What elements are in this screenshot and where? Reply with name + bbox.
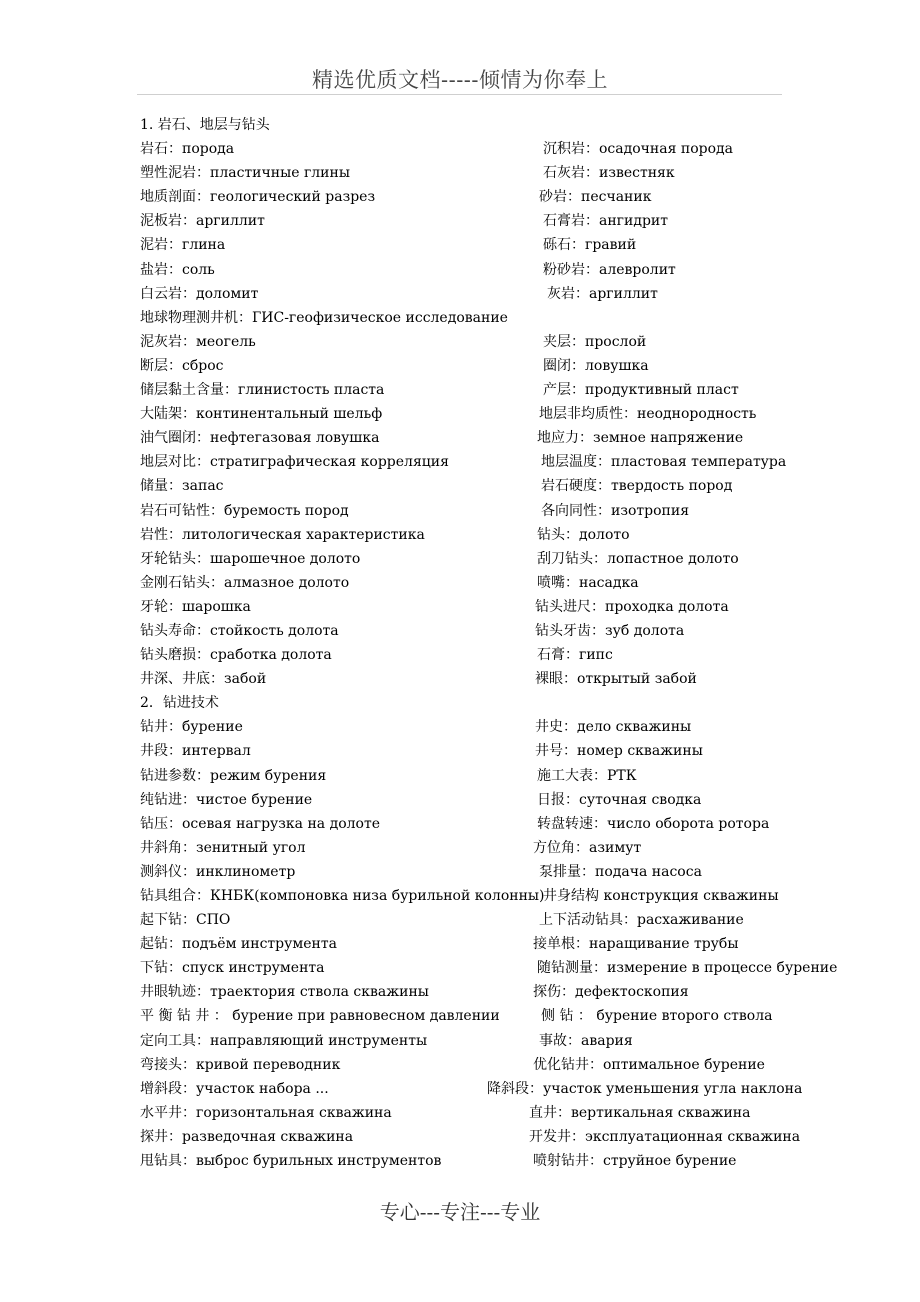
term-right: 钻头进尺：проходка долота bbox=[535, 598, 729, 615]
term-right: 降斜段：участок уменьшения угла наклона bbox=[487, 1080, 803, 1097]
term-left: 井段：интервал bbox=[140, 743, 251, 760]
term-row bbox=[140, 1125, 840, 1149]
page-header-title: 精选优质文档-----倾情为你奉上 bbox=[312, 68, 608, 92]
term-row bbox=[140, 450, 840, 474]
term-right: 转盘转速：число оборота ротора bbox=[537, 815, 770, 832]
term-right: 井号：номер скважины bbox=[535, 743, 703, 760]
term-row bbox=[140, 1077, 840, 1101]
term-row bbox=[140, 258, 840, 282]
term-left: 地质剖面：геологический разрез bbox=[140, 189, 376, 206]
term-right: 地层温度：пластовая температура bbox=[541, 454, 787, 471]
term-left: 增斜段：участок набора ... bbox=[140, 1080, 329, 1097]
term-left: 钻压：осевая нагрузка на долоте bbox=[140, 815, 380, 832]
term-left: 金刚石钻头：алмазное долото bbox=[140, 574, 350, 591]
term-left: 油气圈闭：нефтегазовая ловушка bbox=[140, 430, 380, 447]
term-right: 日报：суточная сводка bbox=[537, 791, 702, 808]
term-right: 岩石硬度：твердость пород bbox=[541, 478, 733, 495]
term-row bbox=[140, 1029, 840, 1053]
section-heading bbox=[140, 113, 840, 137]
term-left: 井深、井底：забой bbox=[140, 671, 267, 688]
term-row bbox=[140, 980, 840, 1004]
term-right: 裸眼：открытый забой bbox=[535, 671, 697, 688]
term-row bbox=[140, 715, 840, 739]
term-right: 开发井：эксплуатационная скважина bbox=[529, 1128, 801, 1145]
term-row bbox=[140, 378, 840, 402]
term-left: 盐岩：соль bbox=[140, 261, 215, 278]
glossary-body bbox=[140, 113, 840, 1173]
term-left: 钻头寿命：стойкость долота bbox=[140, 622, 339, 639]
term-right: 刮刀钻头：лопастное долото bbox=[537, 550, 739, 567]
term-left: 起下钻：СПО bbox=[140, 912, 231, 929]
term-right: 粉砂岩：алевролит bbox=[543, 261, 676, 278]
term-right: 地层非均质性：неоднородность bbox=[539, 406, 757, 423]
term-right: 圈闭：ловушка bbox=[543, 357, 649, 374]
term-row bbox=[140, 426, 840, 450]
term-row bbox=[140, 739, 840, 763]
term-row bbox=[140, 860, 840, 884]
page-footer-text: 专心---专注---专业 bbox=[379, 1200, 541, 1224]
term-left: 钻井：бурение bbox=[140, 719, 243, 736]
term-right: 砂岩：песчаник bbox=[539, 189, 652, 206]
term-right: 钻头牙齿：зуб долота bbox=[535, 622, 685, 639]
section-heading bbox=[140, 691, 840, 715]
term-right: 探伤：дефектоскопия bbox=[533, 984, 689, 1001]
term-right: 产层：продуктивный пласт bbox=[543, 382, 739, 399]
term-left: 地层对比：стратиграфическая корреляция bbox=[140, 454, 449, 471]
term-left: 岩石：порода bbox=[140, 141, 235, 158]
section-heading-text: 2．钻进技术 bbox=[140, 695, 219, 712]
term-right: 石膏岩：ангидрит bbox=[543, 213, 669, 230]
term-row bbox=[140, 595, 840, 619]
term-row bbox=[140, 1149, 840, 1173]
term-right: 石膏：гипс bbox=[537, 647, 613, 664]
term-row bbox=[140, 499, 840, 523]
term-row bbox=[140, 571, 840, 595]
term-row bbox=[140, 474, 840, 498]
term-left: 储量：запас bbox=[140, 478, 224, 495]
term-left: 储层黏土含量：глинистость пласта bbox=[140, 382, 385, 399]
term-row bbox=[140, 956, 840, 980]
term-row bbox=[140, 282, 840, 306]
term-left: 岩性：литологическая характеристика bbox=[140, 526, 425, 543]
term-right: 上下活动钻具：расхаживание bbox=[539, 912, 744, 929]
term-left: 起钻：подъём инструмента bbox=[140, 936, 337, 953]
term-row bbox=[140, 1101, 840, 1125]
term-row bbox=[140, 402, 840, 426]
term-left: 钻具组合：КНБК(компоновка низа бурильной колонны) bbox=[140, 888, 545, 904]
term-right: 各向同性：изотропия bbox=[541, 502, 690, 519]
term-right: 灰岩：аргиллит bbox=[547, 285, 658, 302]
term-row bbox=[140, 354, 840, 378]
term-right: 方位角：азимут bbox=[533, 839, 642, 856]
term-left: 测斜仪：инклинометр bbox=[140, 863, 296, 880]
term-right: 泵排量：подача насоса bbox=[539, 863, 702, 880]
term-left: 井斜角：зенитный угол bbox=[140, 839, 306, 856]
term-left: 岩石可钻性：буремость пород bbox=[140, 502, 349, 519]
term-left: 泥灰岩：меогель bbox=[140, 333, 256, 350]
term-right: 砾石：гравий bbox=[543, 237, 637, 254]
term-right: 钻头：долото bbox=[537, 526, 630, 543]
term-row bbox=[140, 233, 840, 257]
term-row bbox=[140, 788, 840, 812]
term-row bbox=[140, 547, 840, 571]
term-right: 沉积岩：осадочная порода bbox=[543, 141, 733, 158]
term-right: 优化钻井：оптимальное бурение bbox=[533, 1056, 765, 1073]
term-left: 下钻：спуск инструмента bbox=[140, 960, 325, 977]
term-right: 接单根：наращивание трубы bbox=[533, 936, 739, 953]
term-left: 牙轮：шарошка bbox=[140, 598, 251, 615]
header-divider bbox=[137, 94, 782, 95]
term-left: 定向工具：направляющий инструменты bbox=[140, 1032, 428, 1049]
term-right: 随钻测量：измерение в процессе бурение bbox=[537, 960, 838, 977]
term-row bbox=[140, 1053, 840, 1077]
term-left: 泥岩：глина bbox=[140, 237, 226, 254]
term-row bbox=[140, 209, 840, 233]
term-left: 水平井：горизонтальная скважина bbox=[140, 1104, 392, 1121]
term-row bbox=[140, 643, 840, 667]
term-left: 纯钻进：чистое бурение bbox=[140, 791, 313, 808]
term-right: 地应力：земное напряжение bbox=[537, 430, 744, 447]
section-heading-text: 1. 岩石、地层与钻头 bbox=[140, 117, 270, 133]
term-row bbox=[140, 330, 840, 354]
term-right: 井身结构 конструкция скважины bbox=[543, 888, 779, 904]
term-row bbox=[140, 764, 840, 788]
term-row bbox=[140, 523, 840, 547]
term-row bbox=[140, 932, 840, 956]
term-row bbox=[140, 161, 840, 185]
term-right: 石灰岩：известняк bbox=[543, 165, 675, 182]
term-row bbox=[140, 1004, 840, 1028]
term-row bbox=[140, 306, 840, 330]
term-row bbox=[140, 619, 840, 643]
term-row bbox=[140, 137, 840, 161]
term-left: 井眼轨迹：траектория ствола скважины bbox=[140, 984, 429, 1001]
term-right: 侧 钻 ： бурение второго ствола bbox=[541, 1008, 773, 1025]
term-left: 泥板岩：аргиллит bbox=[140, 213, 265, 230]
term-left: 白云岩：доломит bbox=[140, 285, 259, 302]
term-left: 钻进参数：режим бурения bbox=[140, 767, 327, 784]
term-row bbox=[140, 884, 840, 908]
term-left: 塑性泥岩：пластичные глины bbox=[140, 165, 350, 182]
term-left: 断层：сброс bbox=[140, 357, 224, 374]
term-right: 喷射钻井：струйное бурение bbox=[533, 1153, 737, 1170]
term-right: 事故：авария bbox=[539, 1032, 633, 1049]
term-left: 大陆架：континентальный шельф bbox=[140, 406, 383, 423]
term-left: 牙轮钻头：шарошечное долото bbox=[140, 550, 361, 567]
term-left: 地球物理测井机：ГИС-геофизическое исследование bbox=[140, 309, 508, 326]
term-right: 直井：вертикальная скважина bbox=[529, 1104, 751, 1121]
term-right: 施工大表：РТК bbox=[537, 767, 637, 784]
term-row bbox=[140, 812, 840, 836]
term-right: 夹层：прослой bbox=[543, 333, 647, 350]
term-row bbox=[140, 185, 840, 209]
term-right: 喷嘴：насадка bbox=[537, 574, 639, 591]
term-right: 井史：дело скважины bbox=[535, 719, 692, 736]
term-row bbox=[140, 836, 840, 860]
term-row bbox=[140, 667, 840, 691]
term-left: 钻头磨损：сработка долота bbox=[140, 647, 332, 664]
term-left: 甩钻具：выброс бурильных инструментов bbox=[140, 1153, 442, 1170]
term-row bbox=[140, 908, 840, 932]
term-left: 弯接头：кривой переводник bbox=[140, 1056, 341, 1073]
term-left: 探井：разведочная скважина bbox=[140, 1128, 354, 1145]
term-left: 平 衡 钻 井 ： бурение при равновесном давлении bbox=[140, 1008, 500, 1025]
